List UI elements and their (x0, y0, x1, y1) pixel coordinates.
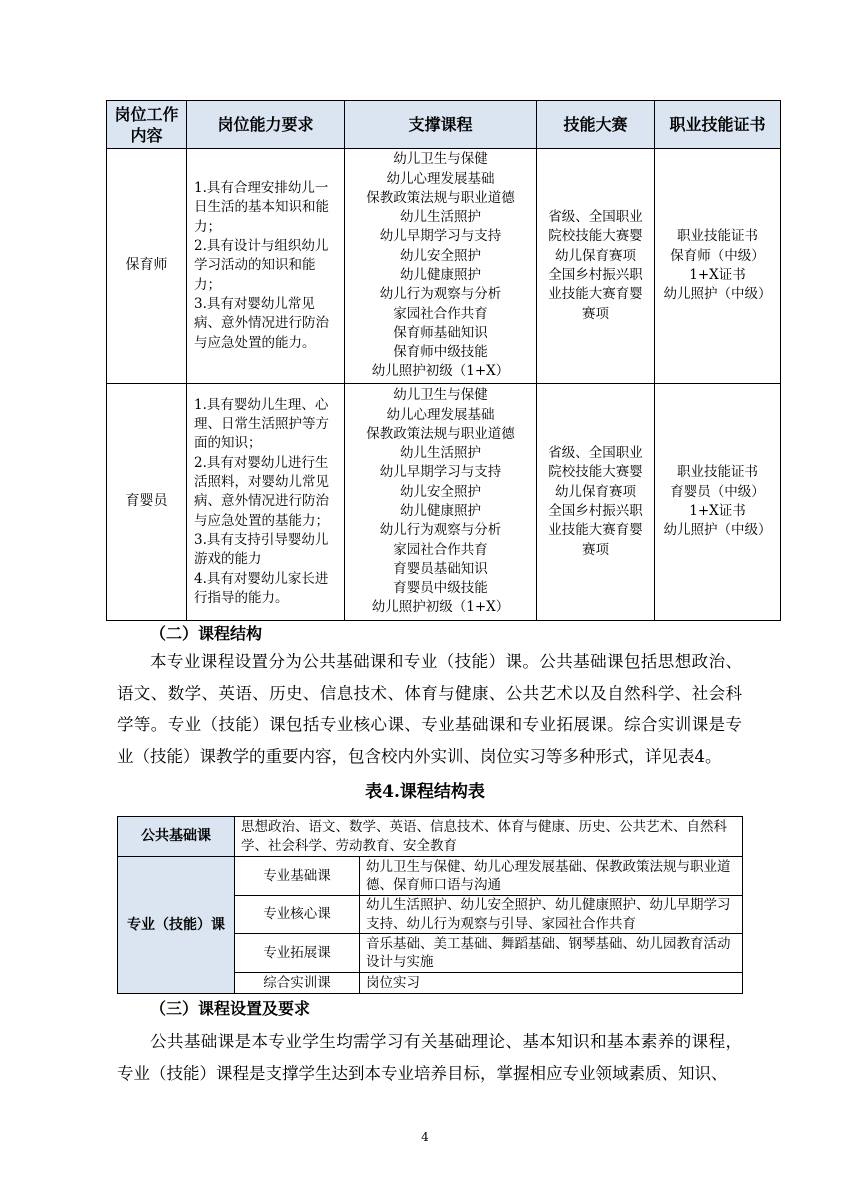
position-requirements: 1.具有婴幼儿生理、心理、日常生活照护等方面的知识； 2.具有对婴幼儿进行生活照料，对婴幼儿常见病、意外情况进行防治与应急处置的基能力； 3.具有支持引导婴幼儿游戏的能力 4.具有对婴幼儿家长进行指导的能力。 (187, 384, 345, 621)
public-course-list: 思想政治、语文、数学、英语、信息技术、体育与健康、历史、公共艺术、自然科学、社会科学、劳动教育、安全教育 (235, 817, 743, 857)
subcategory-name: 专业拓展课 (235, 934, 360, 973)
subcategory-course-list: 岗位实习 (360, 973, 743, 994)
category-professional: 专业（技能）课 (118, 857, 235, 994)
table-header-row (107, 101, 781, 149)
position-name: 育婴员 (107, 384, 187, 621)
supporting-courses: 幼儿卫生与保健 幼儿心理发展基础 保教政策法规与职业道德 幼儿生活照护 幼儿早期学习与支持 幼儿安全照护 幼儿健康照护 幼儿行为观察与分析 家园社合作共育 育婴员基础知识 育婴员中级技能 幼儿照护初级（1+X） (345, 384, 537, 621)
category-public: 公共基础课 (118, 817, 235, 857)
job-competency-table (106, 100, 781, 621)
header-position: 岗位工作内容 (107, 101, 187, 149)
table-row (118, 857, 743, 896)
page-number: 4 (421, 1130, 429, 1144)
course-structure-paragraph: 本专业课程设置分为公共基础课和专业（技能）课。公共基础课包括思想政治、语文、数学、英语、历史、信息技术、体育与健康、公共艺术以及自然科学、社会科学等。专业（技能）课包括专业核心课、专业基础课和专业拓展课。综合实训课是专业（技能）课教学的重要内容，包含校内外实训、岗位实习等多种形式，详见表4。 (117, 652, 742, 766)
vocational-certificates: 职业技能证书 保育师（中级） 1+X证书 幼儿照护（中级） (655, 149, 781, 384)
vocational-certificates: 职业技能证书 育婴员（中级） 1+X证书 幼儿照护（中级） (655, 384, 781, 621)
subcategory-name: 专业核心课 (235, 896, 360, 934)
skill-competitions: 省级、全国职业院校技能大赛婴幼儿保育赛项 全国乡村振兴职业技能大赛育婴赛项 (537, 149, 655, 384)
subcategory-name: 专业基础课 (235, 857, 360, 896)
section-heading-course-requirements: （三）课程设置及要求 (150, 999, 311, 1018)
header-requirements: 岗位能力要求 (187, 101, 345, 149)
subcategory-course-list: 幼儿卫生与保健、幼儿心理发展基础、保教政策法规与职业道德、保育师口语与沟通 (360, 857, 743, 896)
position-name: 保育师 (107, 149, 187, 384)
table-caption: 表4.课程结构表 (365, 782, 485, 802)
subcategory-name: 综合实训课 (235, 973, 360, 994)
subcategory-course-list: 幼儿生活照护、幼儿安全照护、幼儿健康照护、幼儿早期学习支持、幼儿行为观察与引导、家园社合作共育 (360, 896, 743, 934)
skill-competitions: 省级、全国职业院校技能大赛婴幼儿保育赛项 全国乡村振兴职业技能大赛育婴赛项 (537, 384, 655, 621)
subcategory-course-list: 音乐基础、美工基础、舞蹈基础、钢琴基础、幼儿园教育活动设计与实施 (360, 934, 743, 973)
header-competitions: 技能大赛 (537, 101, 655, 149)
table-row (107, 149, 781, 384)
section-heading-course-structure: （二）课程结构 (150, 624, 263, 643)
supporting-courses: 幼儿卫生与保健 幼儿心理发展基础 保教政策法规与职业道德 幼儿生活照护 幼儿早期学习与支持 幼儿安全照护 幼儿健康照护 幼儿行为观察与分析 家园社合作共育 保育师基础知识 保育师中级技能 幼儿照护初级（1+X） (345, 149, 537, 384)
header-certificates: 职业技能证书 (655, 101, 781, 149)
course-structure-table (117, 816, 743, 994)
position-requirements: 1.具有合理安排幼儿一日生活的基本知识和能力； 2.具有设计与组织幼儿学习活动的知识和能力； 3.具有对婴幼儿常见病、意外情况进行防治与应急处置的能力。 (187, 149, 345, 384)
table-row (107, 384, 781, 621)
table-row (118, 817, 743, 857)
course-requirements-paragraph: 公共基础课是本专业学生均需学习有关基础理论、基本知识和基本素养的课程，专业（技能）课程是支撑学生达到本专业培养目标，掌握相应专业领域素质、知识、 (117, 1032, 742, 1083)
header-courses: 支撑课程 (345, 101, 537, 149)
